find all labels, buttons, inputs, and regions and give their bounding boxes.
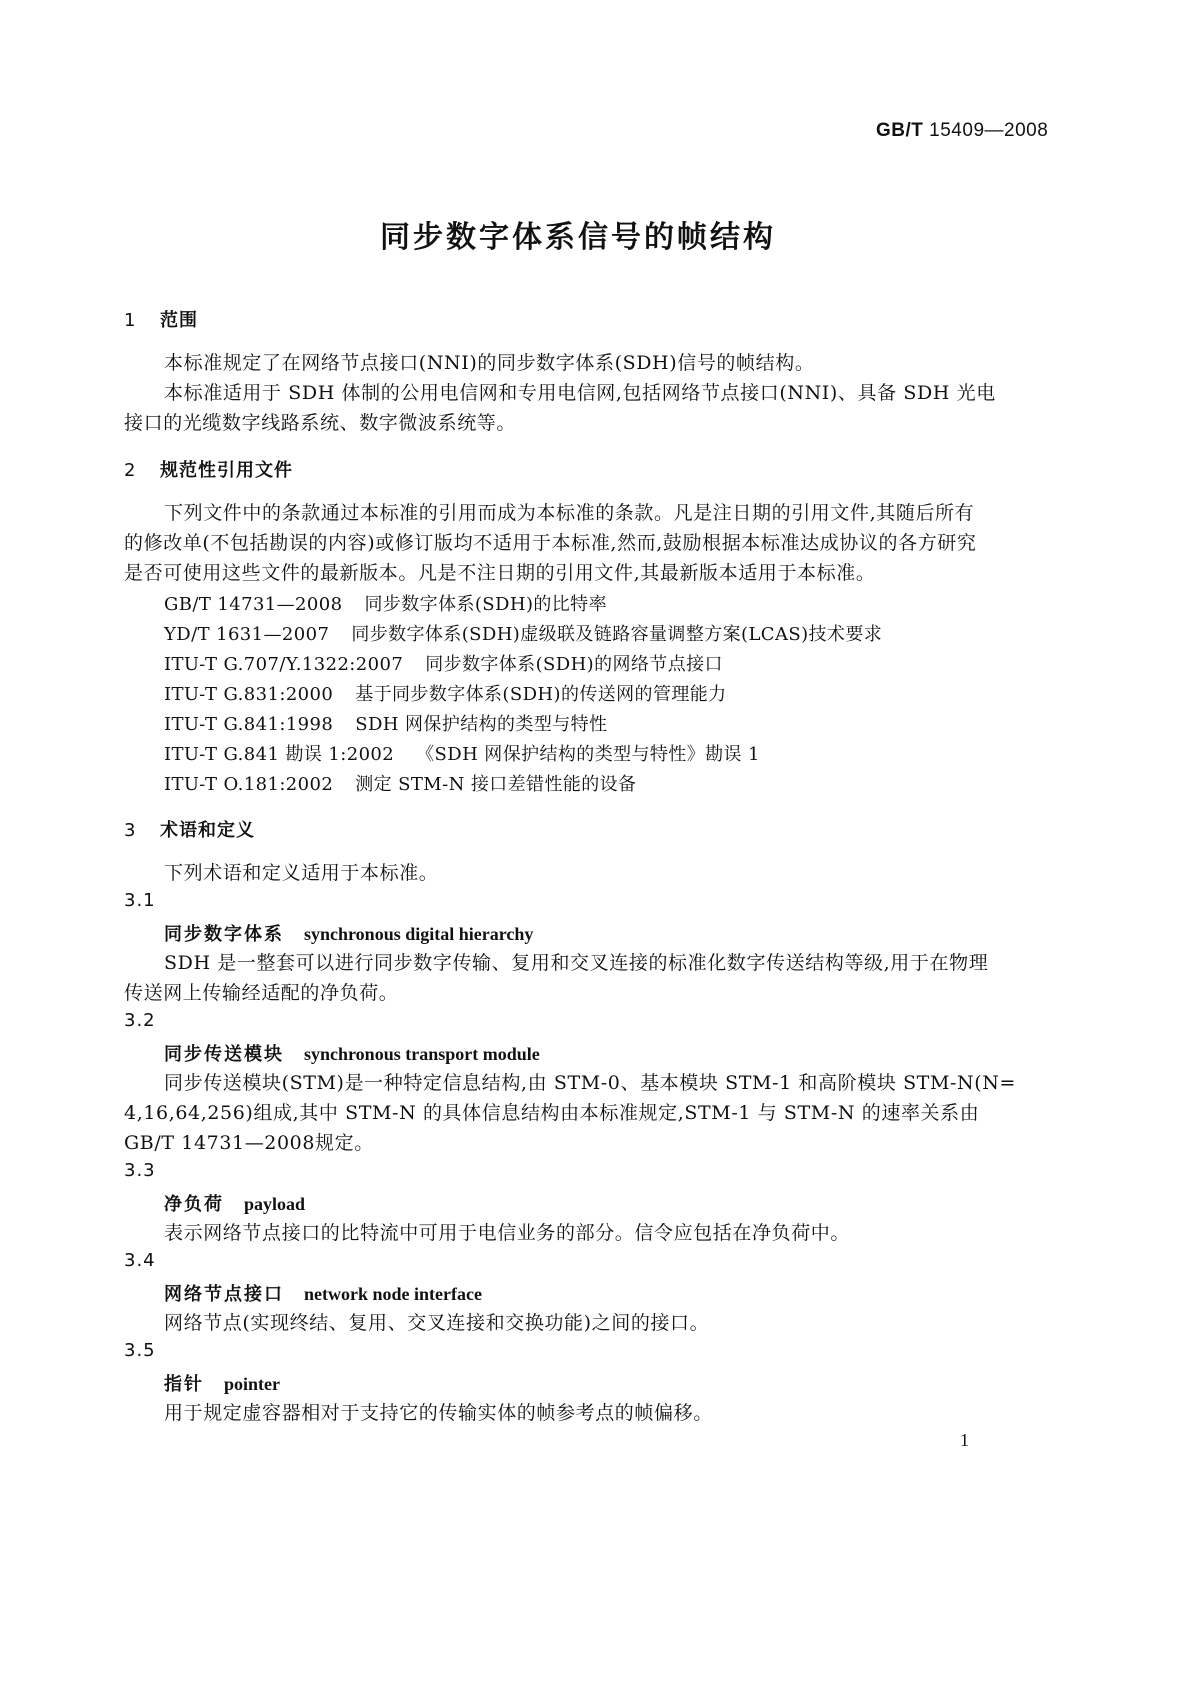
section-2-heading [124, 456, 293, 482]
term-zh: 同步传送模块 [164, 1044, 284, 1065]
reference-item [164, 680, 727, 706]
section-1-heading [124, 306, 198, 332]
term-definition: 传送网上传输经适配的净负荷。 [124, 982, 399, 1004]
term-definition: 用于规定虚容器相对于支持它的传输实体的帧参考点的帧偏移。 [164, 1402, 713, 1424]
term-definition: SDH 是一整套可以进行同步数字传输、复用和交叉连接的标准化数字传送结构等级,用于在物理 [164, 952, 989, 974]
term-en: payload [244, 1194, 306, 1214]
paragraph: 是否可使用这些文件的最新版本。凡是不注日期的引用文件,其最新版本适用于本标准。 [124, 562, 876, 584]
term-heading [164, 920, 533, 946]
reference-code: GB/T 14731—2008 [164, 594, 343, 615]
reference-code: ITU-T O.181:2002 [164, 774, 334, 795]
reference-title: SDH 网保护结构的类型与特性 [355, 714, 608, 735]
reference-title: 基于同步数字体系(SDH)的传送网的管理能力 [355, 684, 727, 705]
section-number: 1 [124, 310, 137, 331]
term-definition: 网络节点(实现终结、复用、交叉连接和交换功能)之间的接口。 [164, 1312, 710, 1334]
term-number: 3.1 [124, 890, 156, 911]
term-definition: 同步传送模块(STM)是一种特定信息结构,由 STM-0、基本模块 STM-1 和高阶模块 STM-N(N= [164, 1072, 1017, 1094]
reference-item [164, 590, 607, 616]
term-heading [164, 1040, 540, 1066]
reference-item [164, 620, 882, 646]
section-title: 术语和定义 [160, 820, 255, 841]
page-number: 1 [960, 1430, 969, 1450]
section-title: 范围 [160, 310, 198, 331]
term-number: 3.5 [124, 1340, 156, 1361]
reference-code: YD/T 1631—2007 [164, 624, 330, 645]
page-title: 同步数字体系信号的帧结构 [380, 220, 776, 255]
reference-item [164, 740, 760, 766]
paragraph: 下列术语和定义适用于本标准。 [164, 862, 439, 884]
term-en: network node interface [304, 1284, 482, 1304]
section-3-heading [124, 816, 255, 842]
reference-title: 测定 STM-N 接口差错性能的设备 [355, 774, 637, 795]
term-number: 3.2 [124, 1010, 156, 1031]
section-number: 3 [124, 820, 137, 841]
reference-title: 同步数字体系(SDH)的网络节点接口 [425, 654, 723, 675]
term-zh: 指针 [164, 1374, 204, 1395]
reference-item [164, 770, 636, 796]
term-heading [164, 1190, 305, 1216]
reference-item [164, 650, 723, 676]
paragraph: 接口的光缆数字线路系统、数字微波系统等。 [124, 412, 517, 434]
reference-code: ITU-T G.841:1998 [164, 714, 334, 735]
reference-code: ITU-T G.841 勘误 1:2002 [164, 744, 395, 765]
paragraph: 的修改单(不包括勘误的内容)或修订版均不适用于本标准,然而,鼓励根据本标准达成协议的各方研究 [124, 532, 977, 554]
reference-title: 《SDH 网保护结构的类型与特性》勘误 1 [416, 744, 760, 765]
term-en: synchronous transport module [304, 1044, 540, 1064]
standard-number: 15409—2008 [929, 120, 1049, 141]
term-definition: 表示网络节点接口的比特流中可用于电信业务的部分。信令应包括在净负荷中。 [164, 1222, 851, 1244]
term-zh: 同步数字体系 [164, 924, 284, 945]
paragraph: 本标准适用于 SDH 体制的公用电信网和专用电信网,包括网络节点接口(NNI)、具备 SDH 光电 [164, 382, 996, 404]
paragraph: 本标准规定了在网络节点接口(NNI)的同步数字体系(SDH)信号的帧结构。 [164, 352, 815, 374]
term-definition: GB/T 14731—2008规定。 [124, 1132, 374, 1154]
standard-prefix: GB/T [876, 120, 924, 141]
reference-item [164, 710, 607, 736]
term-en: synchronous digital hierarchy [304, 924, 534, 944]
section-title: 规范性引用文件 [160, 460, 293, 481]
section-number: 2 [124, 460, 137, 481]
paragraph: 下列文件中的条款通过本标准的引用而成为本标准的条款。凡是注日期的引用文件,其随后所有 [164, 502, 975, 524]
term-definition: 4,16,64,256)组成,其中 STM-N 的具体信息结构由本标准规定,STM-1 与 STM-N 的速率关系由 [124, 1102, 980, 1124]
reference-title: 同步数字体系(SDH)虚级联及链路容量调整方案(LCAS)技术要求 [351, 624, 883, 645]
term-heading [164, 1370, 280, 1396]
term-heading [164, 1280, 482, 1306]
term-zh: 净负荷 [164, 1194, 224, 1215]
reference-title: 同步数字体系(SDH)的比特率 [364, 594, 607, 615]
term-zh: 网络节点接口 [164, 1284, 284, 1305]
reference-code: ITU-T G.707/Y.1322:2007 [164, 654, 404, 675]
term-en: pointer [224, 1374, 280, 1394]
term-number: 3.3 [124, 1160, 156, 1181]
term-number: 3.4 [124, 1250, 156, 1271]
standard-code [876, 120, 1048, 142]
reference-code: ITU-T G.831:2000 [164, 684, 334, 705]
